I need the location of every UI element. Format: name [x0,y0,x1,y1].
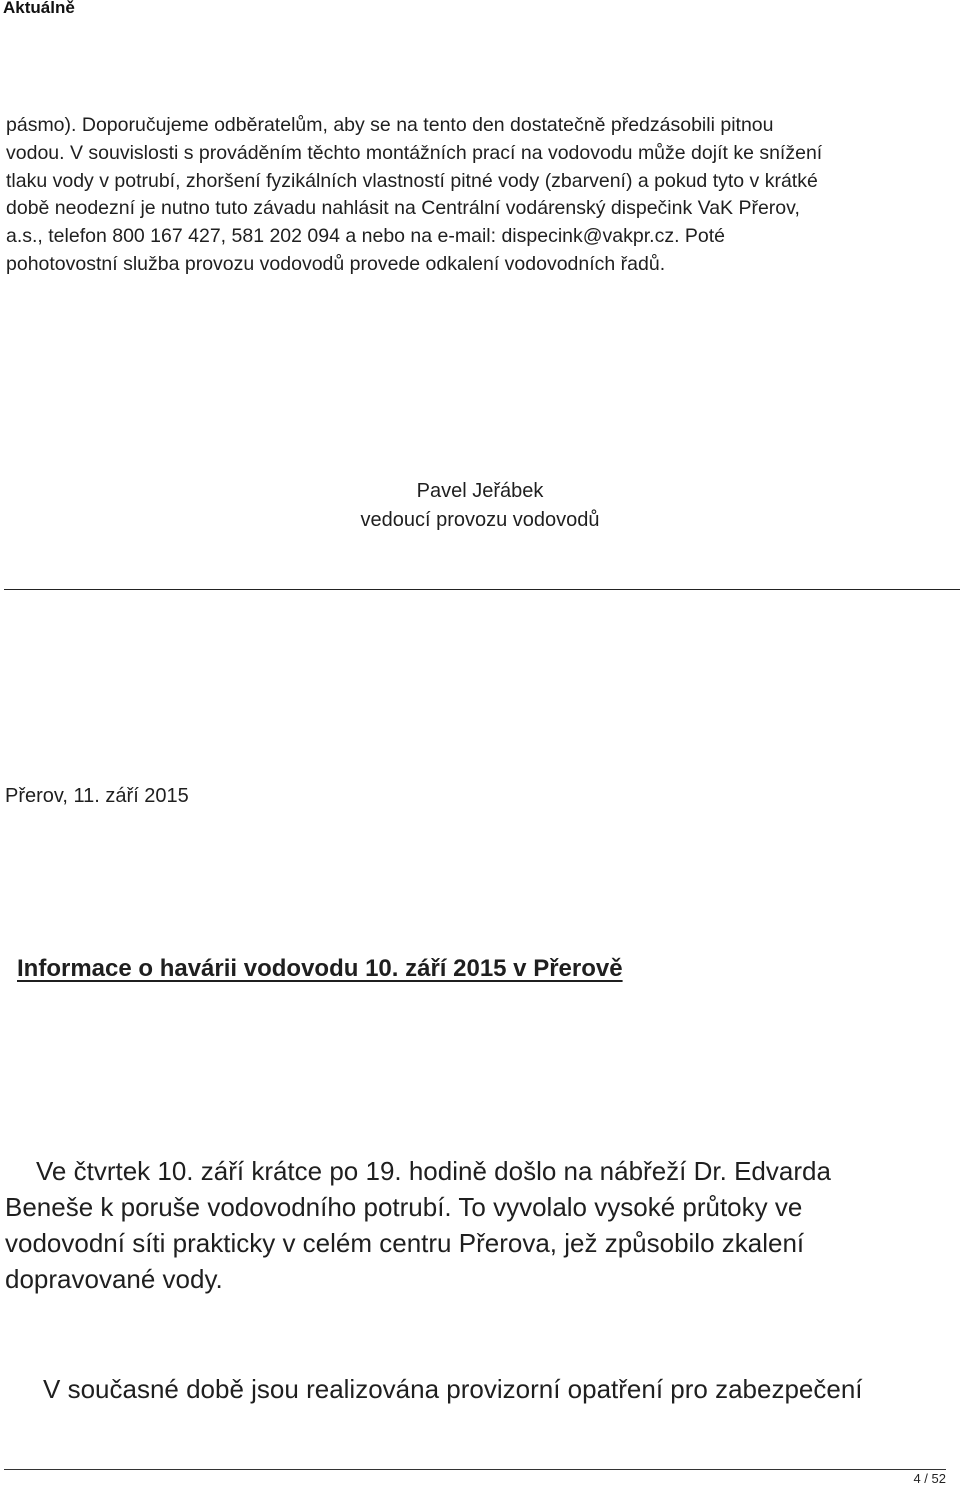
article-heading: Informace o havárii vodovodu 10. září 2015 v Přerově [17,955,623,982]
article-next-paragraph: V současné době jsou realizována provizorní opatření pro zabezpečení [43,1374,863,1404]
paragraph-line: pohotovostní služba provozu vodovodů provede odkalení vodovodních řadů. [6,252,666,275]
place-date: Přerov, 11. září 2015 [5,785,189,807]
signature-role: vedoucí provozu vodovodů [360,509,600,531]
paragraph-line: tlaku vody v potrubí, zhoršení fyzikálních vlastností pitné vody (zbarvení) a pokud tyto v krátké [6,169,818,192]
paragraph-line: době neodezní je nutno tuto závadu nahlásit na Centrální vodárenský dispečink VaK Přerov, [6,197,800,220]
paragraph-line: pásmo). Doporučujeme odběratelům, aby se na tento den dostatečně předzásobili pitnou [6,114,774,136]
footer-divider [4,1469,946,1470]
water-outage-paragraph [6,112,822,279]
page-header-title: Aktuálně [3,0,75,17]
article-line: dopravované vody. [5,1264,223,1294]
paragraph-line: vodou. V souvislosti s prováděním těchto montážních prací na vodovodu může dojít ke snížení [6,141,823,164]
page-number: 4 / 52 [913,1471,946,1486]
article-line: vodovodní síti prakticky v celém centru Přerova, jež způsobilo zkalení [5,1228,805,1258]
signature-name: Pavel Jeřábek [416,480,544,502]
paragraph-line: a.s., telefon 800 167 427, 581 202 094 a nebo na e-mail: dispecink@vakpr.cz. Poté [6,225,726,248]
article-line: Beneše k poruše vodovodního potrubí. To vyvolalo vysoké průtoky ve [5,1192,803,1222]
article-first-line: Ve čtvrtek 10. září krátce po 19. hodině došlo na nábřeží Dr. Edvarda [36,1156,831,1186]
section-divider [4,589,960,590]
